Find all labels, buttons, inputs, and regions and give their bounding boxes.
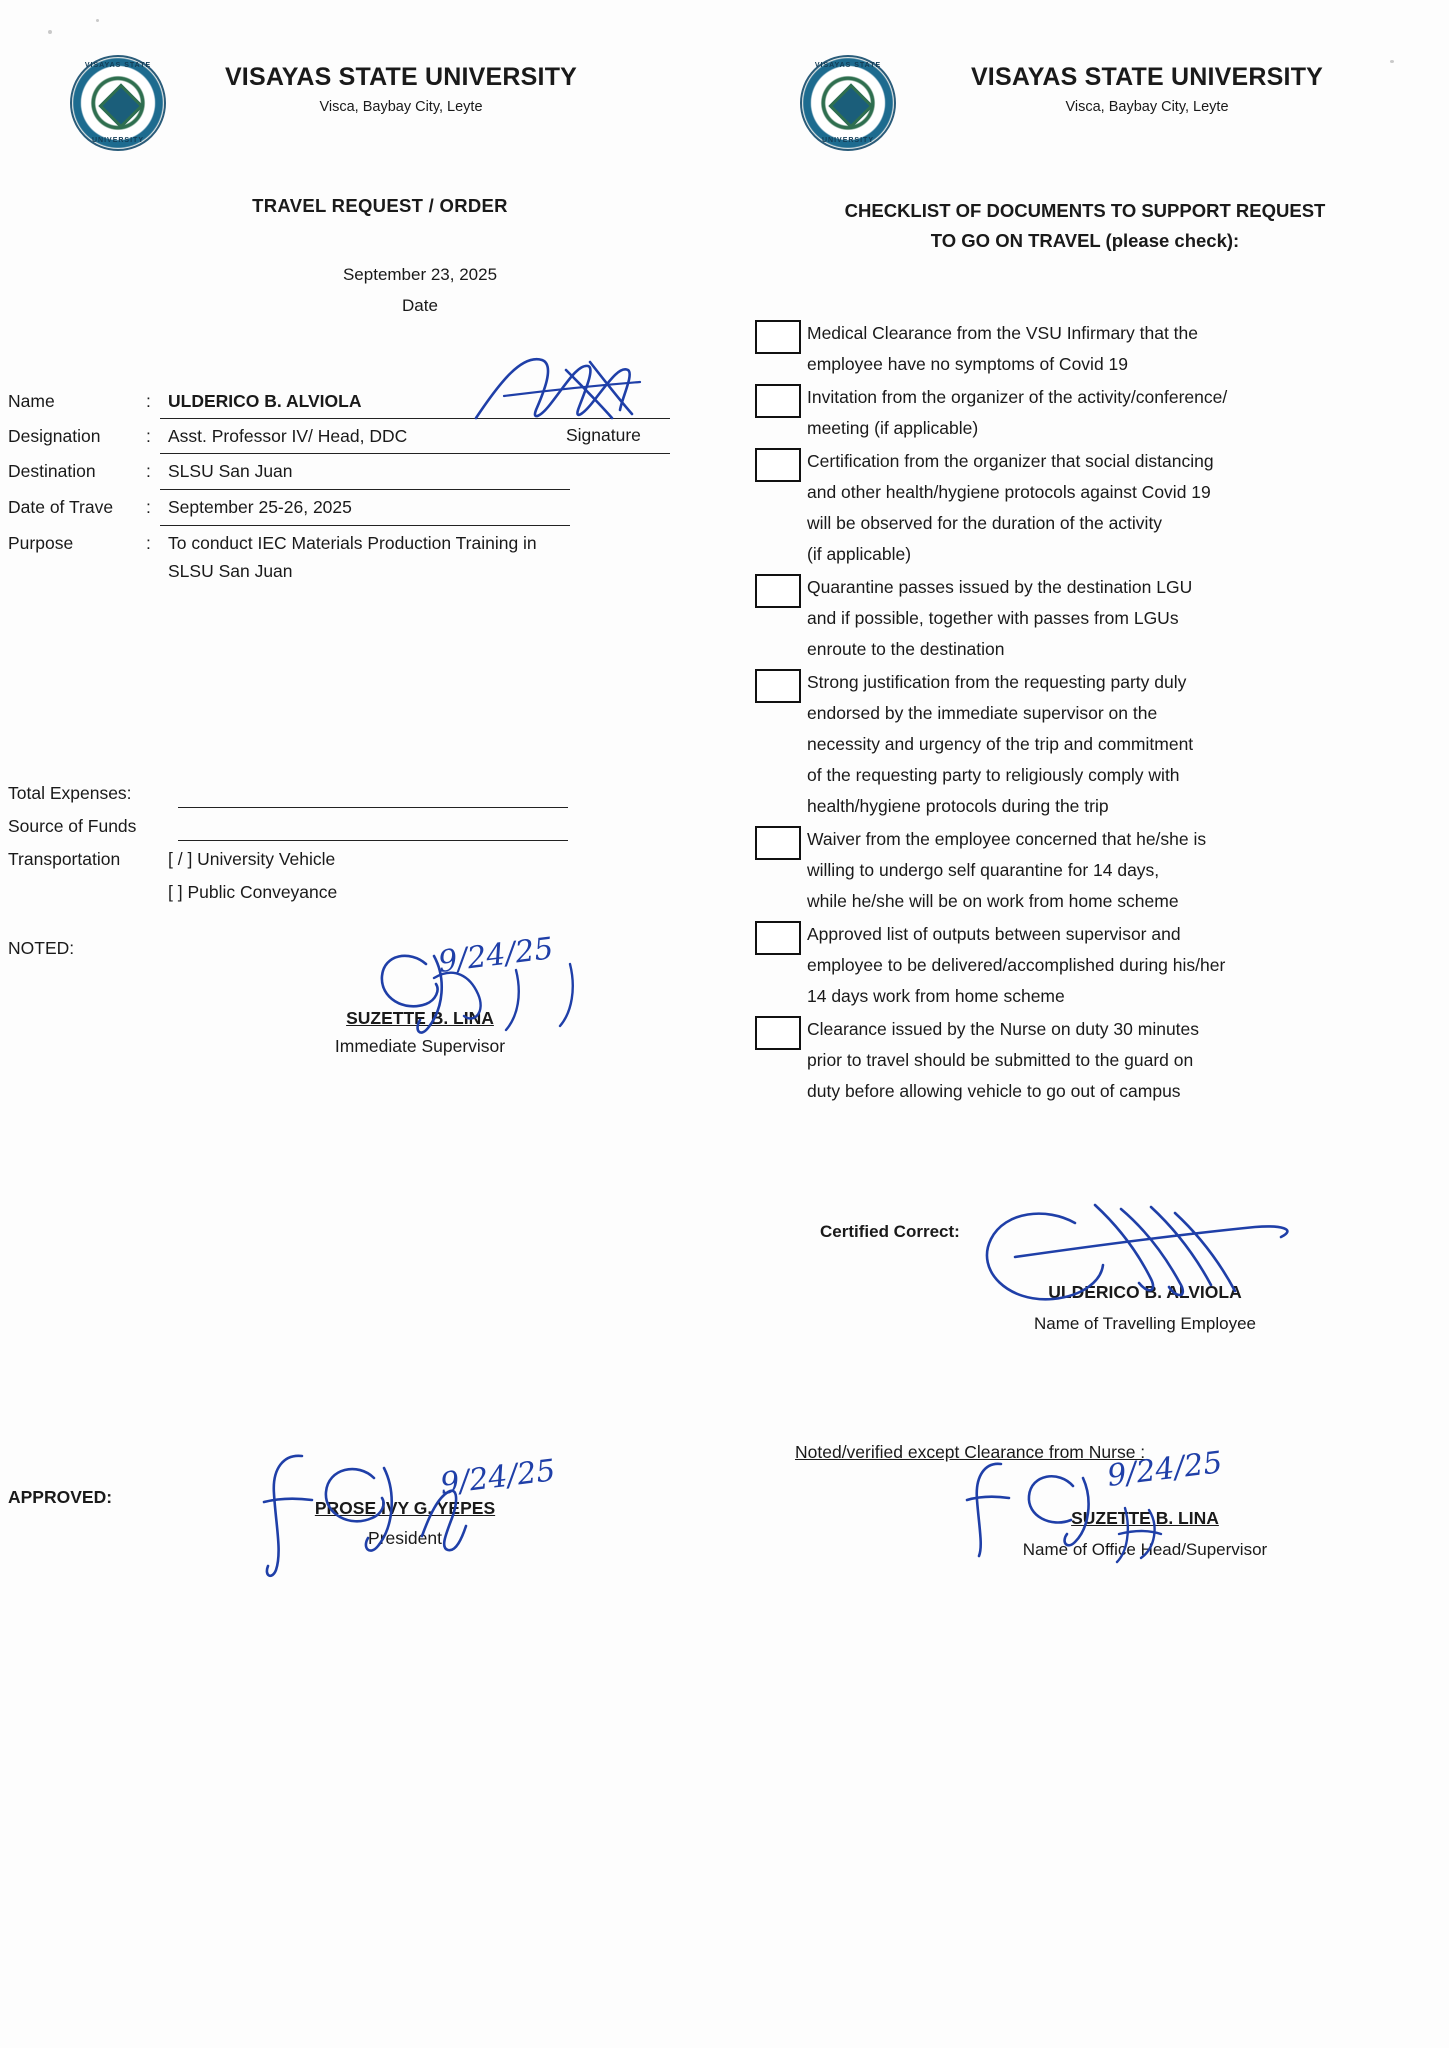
field-colon: : — [146, 533, 151, 553]
source-of-funds-label: Source of Funds — [8, 816, 137, 836]
university-seal-icon — [70, 55, 166, 151]
checkbox-icon[interactable] — [755, 384, 801, 418]
checklist-line: Certification from the organizer that social distancing — [807, 451, 1214, 471]
president-role: President — [368, 1528, 442, 1548]
field-value-destination: SLSU San Juan — [168, 461, 293, 481]
president-name: PROSE IVY G. YEPES — [314, 1498, 496, 1518]
field-rule — [160, 525, 570, 526]
seal-bottom-text: UNIVERSITY — [91, 137, 144, 144]
checklist-line: necessity and urgency of the trip and commitment — [807, 734, 1194, 754]
date-value: September 23, 2025 — [342, 265, 498, 284]
field-label: Designation — [8, 426, 101, 446]
checklist-line: health/hygiene protocols during the trip — [807, 796, 1109, 816]
checklist-item-text — [807, 572, 1435, 665]
checklist-line: Quarantine passes issued by the destination LGU — [807, 577, 1193, 597]
checklist-line: Medical Clearance from the VSU Infirmary that the — [807, 323, 1198, 343]
field-value-designation: Asst. Professor IV/ Head, DDC — [168, 426, 408, 446]
field-rule — [160, 453, 670, 454]
university-address: Visca, Baybay City, Leyte — [1065, 99, 1229, 115]
seal-bottom-text: UNIVERSITY — [821, 137, 874, 144]
checklist-line: employee have no symptoms of Covid 19 — [807, 354, 1128, 374]
field-label: Name — [8, 391, 55, 411]
seal-top-text: VISAYAS STATE — [84, 62, 152, 69]
checkbox-icon[interactable] — [755, 826, 801, 860]
checkbox-icon[interactable] — [755, 1016, 801, 1050]
field-rule — [160, 489, 570, 490]
checkbox-icon[interactable] — [755, 320, 801, 354]
seal-top-text: VISAYAS STATE — [814, 62, 882, 69]
checklist-line: (if applicable) — [807, 544, 912, 564]
checklist-line: prior to travel should be submitted to the guard on — [807, 1050, 1194, 1070]
university-seal-icon — [800, 55, 896, 151]
certified-correct-label: Certified Correct: — [820, 1222, 960, 1241]
checklist-title — [755, 196, 1415, 256]
seal-ring-text — [802, 57, 894, 149]
checklist-item-text — [807, 919, 1435, 1012]
total-expenses-label: Total Expenses: — [8, 783, 132, 803]
source-of-funds-rule — [178, 840, 568, 841]
university-name: VISAYAS STATE UNIVERSITY — [970, 63, 1324, 91]
checklist-item[interactable] — [755, 382, 1435, 444]
office-head-signature-date: 9/24/25 — [1105, 1445, 1225, 1494]
checklist-line: meeting (if applicable) — [807, 418, 979, 438]
field-label: Date of Trave — [8, 497, 114, 517]
checklist-item[interactable] — [755, 824, 1435, 917]
checklist-item-text — [807, 824, 1435, 917]
checklist-item-text — [807, 446, 1435, 570]
checkbox-icon[interactable] — [755, 669, 801, 703]
checkbox-icon[interactable] — [755, 448, 801, 482]
office-head-role: Name of Office Head/Supervisor — [1022, 1540, 1268, 1559]
field-colon: : — [146, 426, 151, 446]
traveller-signature-ink — [925, 1195, 1345, 1325]
university-address: Visca, Baybay City, Leyte — [319, 99, 483, 115]
date-label: Date — [402, 296, 438, 315]
signature-label: Signature — [566, 425, 641, 445]
checklist-item-text — [807, 318, 1435, 380]
checklist-title-line2 — [755, 226, 1415, 256]
right-university-block — [912, 63, 1382, 115]
field-value-purpose-2: SLSU San Juan — [168, 561, 293, 581]
checklist-item-text — [807, 667, 1435, 822]
office-head-name: SUZETTE B. LINA — [1071, 1508, 1219, 1528]
field-rule — [160, 418, 670, 419]
checklist-title-line1: CHECKLIST OF DOCUMENTS TO SUPPORT REQUEST — [844, 200, 1326, 221]
checklist-item[interactable] — [755, 919, 1435, 1012]
checklist-line: while he/she will be on work from home scheme — [807, 891, 1179, 911]
checklist-title-line2-b: (please check): — [1105, 230, 1240, 251]
checklist-items — [755, 318, 1435, 1109]
checklist-line: Strong justification from the requesting party duly — [807, 672, 1187, 692]
field-colon: : — [146, 497, 151, 517]
field-colon: : — [146, 461, 151, 481]
transportation-label: Transportation — [8, 849, 121, 869]
left-header — [70, 55, 630, 151]
checklist-line: duty before allowing vehicle to go out of campus — [807, 1081, 1181, 1101]
checklist-line: employee to be delivered/accomplished during his/her — [807, 955, 1226, 975]
checklist-line: willing to undergo self quarantine for 14 days, — [807, 860, 1160, 880]
checklist-line: and if possible, together with passes from LGUs — [807, 608, 1179, 628]
checkbox-icon[interactable] — [755, 921, 801, 955]
field-value-purpose: To conduct IEC Materials Production Training in — [168, 533, 537, 553]
seal-ring-text — [72, 57, 164, 149]
checklist-line: enroute to the destination — [807, 639, 1005, 659]
checklist-title-line2-a: TO GO ON TRAVEL — [930, 230, 1106, 251]
checklist-item-text — [807, 1014, 1435, 1107]
approved-label: APPROVED: — [8, 1487, 113, 1507]
field-value-date-of-travel: September 25-26, 2025 — [168, 497, 352, 517]
total-expenses-rule — [178, 807, 568, 808]
checklist-item[interactable] — [755, 572, 1435, 665]
immediate-supervisor-role: Immediate Supervisor — [334, 1036, 506, 1056]
form-title: TRAVEL REQUEST / ORDER — [252, 195, 508, 216]
checklist-line: Waiver from the employee concerned that he/she is — [807, 829, 1207, 849]
university-name: VISAYAS STATE UNIVERSITY — [224, 63, 578, 91]
checklist-column — [725, 0, 1449, 2048]
travelling-employee-role: Name of Travelling Employee — [1033, 1314, 1257, 1333]
field-colon: : — [146, 391, 151, 411]
right-header — [800, 55, 1420, 151]
immediate-supervisor-name: SUZETTE B. LINA — [346, 1008, 494, 1028]
checklist-line: and other health/hygiene protocols against Covid 19 — [807, 482, 1211, 502]
checklist-item[interactable] — [755, 667, 1435, 822]
checklist-item[interactable] — [755, 446, 1435, 570]
transportation-option-university-vehicle[interactable]: [ / ] University Vehicle — [168, 849, 336, 869]
checklist-item[interactable] — [755, 1014, 1435, 1107]
checklist-line: of the requesting party to religiously comply with — [807, 765, 1180, 785]
checklist-line: 14 days work from home scheme — [807, 986, 1065, 1006]
field-label: Purpose — [8, 533, 74, 553]
noted-verified-label: Noted/verified except Clearance from Nurse : — [795, 1442, 1146, 1462]
checklist-line: endorsed by the immediate supervisor on the — [807, 703, 1158, 723]
travelling-employee-name: ULDERICO B. ALVIOLA — [1048, 1282, 1242, 1302]
transportation-option-public-conveyance[interactable]: [ ] Public Conveyance — [168, 882, 338, 902]
checklist-line: Invitation from the organizer of the activity/conference/ — [807, 387, 1228, 407]
field-value-name: ULDERICO B. ALVIOLA — [168, 391, 362, 411]
left-university-block — [186, 63, 616, 115]
noted-label: NOTED: — [8, 938, 75, 958]
field-label: Destination — [8, 461, 96, 481]
checklist-line: Clearance issued by the Nurse on duty 30 minutes — [807, 1019, 1200, 1039]
checklist-item[interactable] — [755, 318, 1435, 380]
president-signature-date: 9/24/25 — [438, 1453, 558, 1502]
checkbox-icon[interactable] — [755, 574, 801, 608]
checklist-item-text — [807, 382, 1435, 444]
checklist-line: will be observed for the duration of the activity — [807, 513, 1163, 533]
supervisor-signature-date: 9/24/25 — [436, 931, 556, 980]
checklist-line: Approved list of outputs between supervisor and — [807, 924, 1181, 944]
